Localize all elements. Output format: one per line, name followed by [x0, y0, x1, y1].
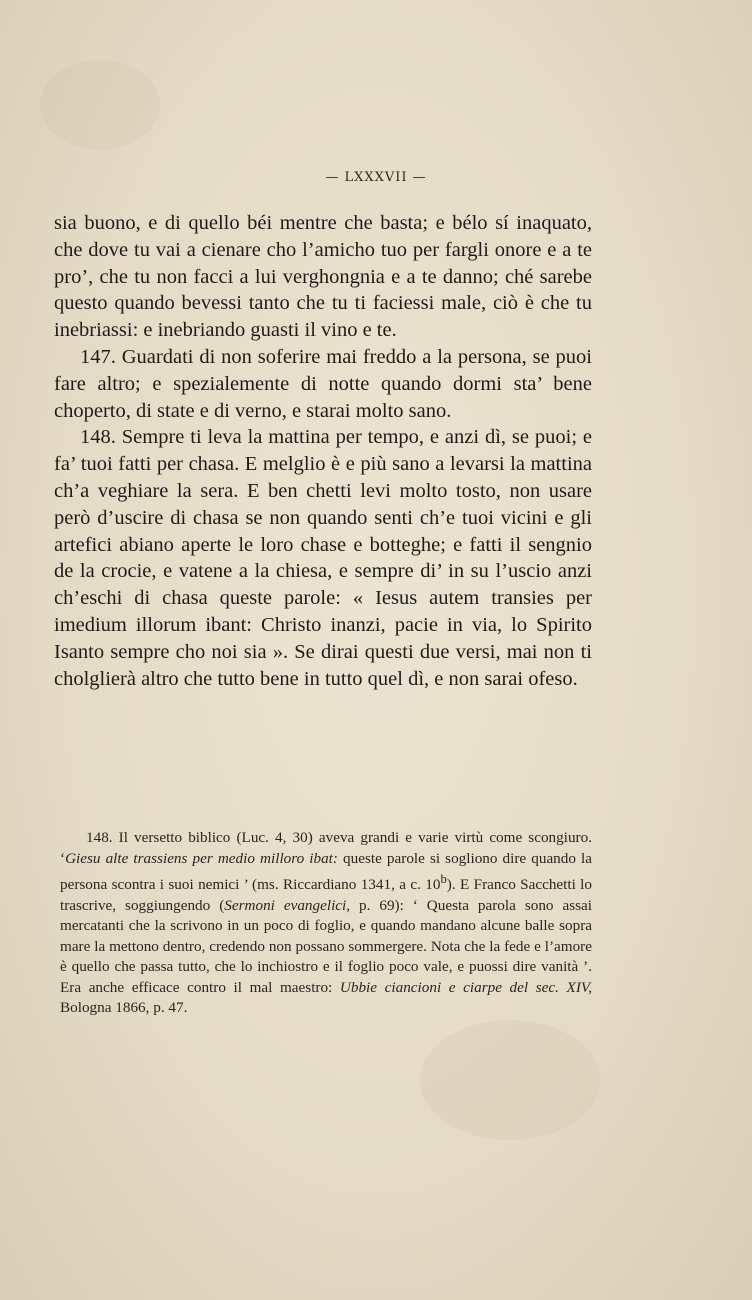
paragraph-text: Guardati di non soferire mai freddo a la persona, se puoi fare altro; e spezialemente di notte quando dormi sta’ bene choperto, di state e di verno, e starai molto sano. [54, 345, 592, 422]
paper-stain [420, 1020, 600, 1140]
footnote-text: p. 69): ‘ Questa parola sono assai mercatanti che la scrivono in un poco di foglio, e quando mandano alcune balle sopra mare la mettono dentro, credendo non possano sommergere. Nota che la fede e l’amore è quello che passa tutto, che lo inchiostro e il foglio poco vale, e puossi dire vanità ’. Era anche efficace contro il mal maestro: [60, 896, 592, 996]
footnotes [60, 828, 592, 1019]
paper-stain [40, 60, 160, 150]
footnote-title-italic: Sermoni evangelici, [224, 896, 351, 914]
footnote-text: ). E Franco Sacchetti lo trascrive, soggiungendo ( [60, 876, 592, 914]
paragraph-number: 147. [80, 345, 116, 368]
footnote-quote-italic: Giesu alte trassiens per medio milloro ibat: [65, 849, 338, 867]
running-head: — LXXXVII — [325, 170, 427, 185]
paragraph-text: Sempre ti leva la mattina per tempo, e anzi dì, se puoi; e fa’ tuoi fatti per chasa. E melglio è e più sano a levarsi la mattina ch’a veghiare la sera. E ben chetti levi molto tosto, non usare però d’uscire di chasa se non quando senti ch’e tuoi vicini e gli artefici abiano aperte le loro chase e botteghe; e fatti il sengnio de la crocie, e vatene a la chiesa, e sempre di’ in su l’uscio anzi ch’eschi di chasa queste parole: « Iesus autem transies per imedium illorum ibant: Christo inanzi, pacie in via, lo Spirito Isanto sempre cho noi sia ». Se dirai questi due versi, mai non ti cholglierà altro che tutto bene in tutto quel dì, e non sarai ofeso. [54, 426, 592, 690]
footnote-text: Bologna 1866, p. 47. [60, 999, 188, 1017]
paragraph-continuation: sia buono, e di quello béi mentre che basta; e bélo sí inaquato, che dove tu vai a cienare cho l’amicho tuo per fargli onore e a te pro’, che tu non facci a lui verghongnia e a te danno; ché sarebe questo quando bevessi tanto che tu ti faciessi male, ciò è che tu inebriassi: e inebriando guasti il vino e te. [54, 212, 592, 342]
paragraph-number: 148. [80, 426, 116, 449]
paragraph-147 [54, 344, 592, 424]
folio-superscript: b [440, 872, 447, 886]
footnote-title-italic: Ubbie ciancioni e ciarpe del sec. XIV, [339, 978, 592, 996]
footnote-text: queste parole si sogliono dire quando la persona scontra i suoi nemici ’ (ms. Riccardiano 1341, a c. 10 [60, 849, 593, 894]
footnote-text: 148. Il versetto biblico (Luc. 4, 30) aveva grandi e varie virtù come scongiuro. ‘ [60, 829, 592, 867]
main-text [54, 210, 592, 692]
footnote-148 [60, 828, 592, 1019]
paragraph-148 [54, 424, 592, 692]
